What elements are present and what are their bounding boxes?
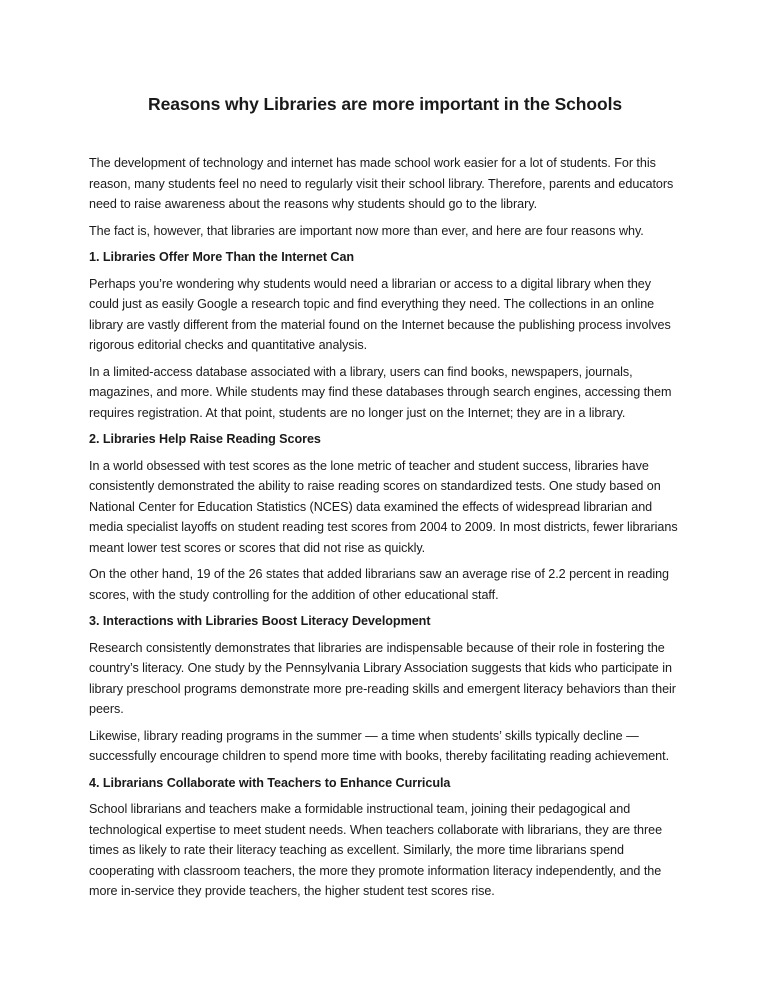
- section-paragraph: Likewise, library reading programs in the summer — a time when students’ skills typically decline — successfully encourage children to spend more time with books, thereby facilitating reading achievement.: [89, 728, 670, 763]
- section-heading: 2. Libraries Help Raise Reading Scores: [89, 432, 321, 446]
- section-4: [89, 773, 681, 902]
- section-paragraph: Research consistently demonstrates that libraries are indispensable because of their role in fostering the country’s literacy. One study by the Pennsylvania Library Association suggests that kids who participate in library preschool programs demonstrate more pre-reading skills and emergent literacy behaviors than their peers.: [89, 640, 676, 716]
- intro-paragraph: The fact is, however, that libraries are important now more than ever, and here are four reasons why.: [89, 223, 644, 238]
- section-2: [89, 429, 681, 605]
- section-paragraph: On the other hand, 19 of the 26 states that added librarians saw an average rise of 2.2 percent in reading scores, with the study controlling for the addition of other educational staff.: [89, 567, 669, 602]
- section-heading: 4. Librarians Collaborate with Teachers to Enhance Curricula: [89, 775, 451, 790]
- section-paragraph: In a world obsessed with test scores as the lone metric of teacher and student success, libraries have consistently demonstrated the ability to raise reading scores on standardized tests. One study based on National Center for Education Statistics (NCES) data examined the effects of widespread librarian and media specialist layoffs on student reading test scores from 2004 to 2009. In most districts, fewer librarians meant lower test scores or scores that did not rise as quickly.: [89, 458, 678, 555]
- section-paragraph: Perhaps you’re wondering why students would need a librarian or access to a digital library when they could just as easily Google a research topic and find everything they need. The collections in an online library are vastly different from the material found on the Internet because the publishing process involves rigorous editorial checks and quantitative analysis.: [89, 276, 671, 352]
- intro-paragraph: The development of technology and internet has made school work easier for a lot of students. For this reason, many students feel no need to regularly visit their school library. Therefore, parents and educators need to raise awareness about the reasons why students should go to the library.: [89, 156, 674, 211]
- section-paragraph: In a limited-access database associated with a library, users can find books, newspapers, journals, magazines, and more. While students may find these databases through search engines, accessing them requires registration. At that point, students are no longer just on the Internet; they are in a library.: [89, 364, 672, 420]
- section-heading: 3. Interactions with Libraries Boost Literacy Development: [89, 614, 431, 628]
- section-1: [89, 247, 681, 423]
- section-3: [89, 611, 681, 767]
- section-heading: 1. Libraries Offer More Than the Internet Can: [89, 250, 355, 264]
- section-paragraph: School librarians and teachers make a formidable instructional team, joining their pedagogical and technological expertise to meet student needs. When teachers collaborate with librarians, they are three times as likely to rate their literacy teaching as excellent. Similarly, the more time librarians spend cooperating with classroom teachers, the more they promote information literacy independently, and the more in-service they provide teachers, the higher student test scores rise.: [89, 802, 663, 898]
- document-page: [89, 92, 681, 908]
- document-title: Reasons why Libraries are more important in the Schools: [148, 94, 622, 114]
